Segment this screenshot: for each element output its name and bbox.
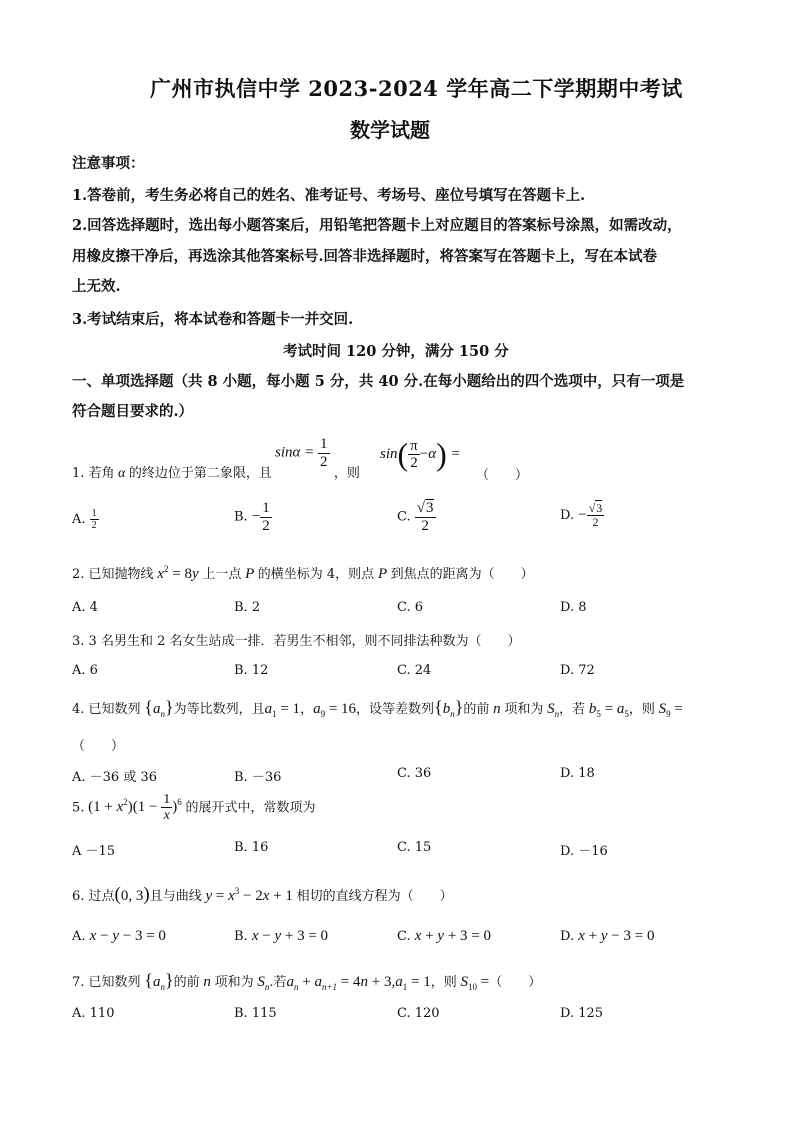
q1-option-c: C. $\frac{√3}{2}$ xyxy=(397,500,434,534)
q4-stem: 4. 已知数列 $\{a_n\}$为等比数列，且$a_1 = 1$，$a_9 = 16$，设等差数列$\{b_n\}$的前 n 项和为 $S_n$，若 $b_5 = a_5$，则 $S_9$ = xyxy=(72,697,683,719)
q5-option-a: A －15 xyxy=(72,844,116,859)
q1-answer-paren: （ ） xyxy=(476,468,529,483)
q6-option-c: C. x + y + 3 = 0 xyxy=(397,928,491,944)
q6-option-d: D. x + y − 3 = 0 xyxy=(560,928,655,944)
q7-option-a: A. 110 xyxy=(72,1006,115,1021)
q5-option-b: B. 16 xyxy=(234,840,269,855)
q1-target-expression: sin( $\frac{\pi}{2}$ −α) = xyxy=(380,436,461,472)
q1-given-sin-alpha: sinα = $\frac{1}{2}$ xyxy=(275,436,328,470)
q4-answer-paren: （ ） xyxy=(72,739,125,754)
q7-option-c: C. 120 xyxy=(397,1006,440,1021)
q6-option-b: B. x − y + 3 = 0 xyxy=(234,928,329,944)
q3-option-a: A. 6 xyxy=(72,663,98,678)
notice-item-2-line-3: 上无效. xyxy=(72,278,121,295)
q1-option-d: D. − $\frac{√3}{2}$ xyxy=(560,501,603,530)
q4-option-c: C. 36 xyxy=(397,766,432,781)
q4-option-d: D. 18 xyxy=(560,766,595,781)
q7-option-d: D. 125 xyxy=(560,1006,604,1021)
q4-option-b: B. －36 xyxy=(234,770,282,785)
section-1-heading-line-1: 一、单项选择题（共 8 小题，每小题 5 分，共 40 分.在每小题给出的四个选项中，只有一项是 xyxy=(72,373,685,390)
q7-stem: 7. 已知数列 $\{a_n\}$的前 n 项和为 $S_n$.若$a_n + a_{n+1} = 4n + 3,a_1 = 1$，则 $S_{10}$ =（ ） xyxy=(72,970,542,992)
q2-option-c: C. 6 xyxy=(397,600,424,615)
notice-item-2-line-2: 用橡皮擦干净后，再选涂其他答案标号.回答非选择题时，将答案写在答题卡上，写在本试卷 xyxy=(72,248,658,265)
q3-option-b: B. 12 xyxy=(234,663,269,678)
q7-option-b: B. 115 xyxy=(234,1006,277,1021)
section-1-heading-line-2: 符合题目要求的.） xyxy=(72,403,194,420)
notice-item-1: 1.答卷前，考生务必将自己的姓名、准考证号、考场号、座位号填写在答题卡上. xyxy=(72,187,586,204)
q4-option-a: A. －36 或 36 xyxy=(72,770,158,785)
q3-stem: 3. 3 名男生和 2 名女生站成一排．若男生不相邻，则不同排法种数为（ ） xyxy=(72,634,521,649)
exam-time: 考试时间 120 分钟，满分 150 分 xyxy=(283,343,509,360)
q1-stem: 1. 若角 α 的终边位于第二象限，且 ，则 xyxy=(72,466,360,481)
q2-option-a: A. 4 xyxy=(72,600,98,615)
q1-option-a: A. $\frac{1}{2}$ xyxy=(72,508,97,531)
q5-stem: 5. $(1 + x^2)(1$ − $\frac{1}{x}$ )$^6$ 的展开式中，常数项为 xyxy=(72,792,316,824)
q2-option-d: D. 8 xyxy=(560,600,587,615)
page-title: 广州市执信中学 2023-2024 学年高二下学期期中考试 xyxy=(150,76,683,101)
q3-option-c: C. 24 xyxy=(397,663,432,678)
q6-stem: 6. 过点(0, 3)且与曲线 $y = x^3 - 2x + 1$ 相切的直线方程为（ ） xyxy=(72,884,453,905)
q2-option-b: B. 2 xyxy=(234,600,261,615)
q5-option-d: D. －16 xyxy=(560,844,608,859)
page-subtitle: 数学试题 xyxy=(350,118,430,142)
notice-heading: 注意事项： xyxy=(72,155,145,172)
notice-item-3: 3.考试结束后，将本试卷和答题卡一并交回. xyxy=(72,311,354,328)
notice-item-2-line-1: 2.回答选择题时，选出每小题答案后，用铅笔把答题卡上对应题目的答案标号涂黑，如需改动， xyxy=(72,217,682,234)
q3-option-d: D. 72 xyxy=(560,663,595,678)
q5-option-c: C. 15 xyxy=(397,840,432,855)
q6-option-a: A. x − y − 3 = 0 xyxy=(72,928,166,944)
q2-stem: 2. 已知抛物线 $x^2 = 8y$ 上一点 P 的横坐标为 4，则点 P 到焦点的距离为（ ） xyxy=(72,564,534,582)
q1-option-b: B. − $\frac{1}{2}$ xyxy=(234,500,270,534)
